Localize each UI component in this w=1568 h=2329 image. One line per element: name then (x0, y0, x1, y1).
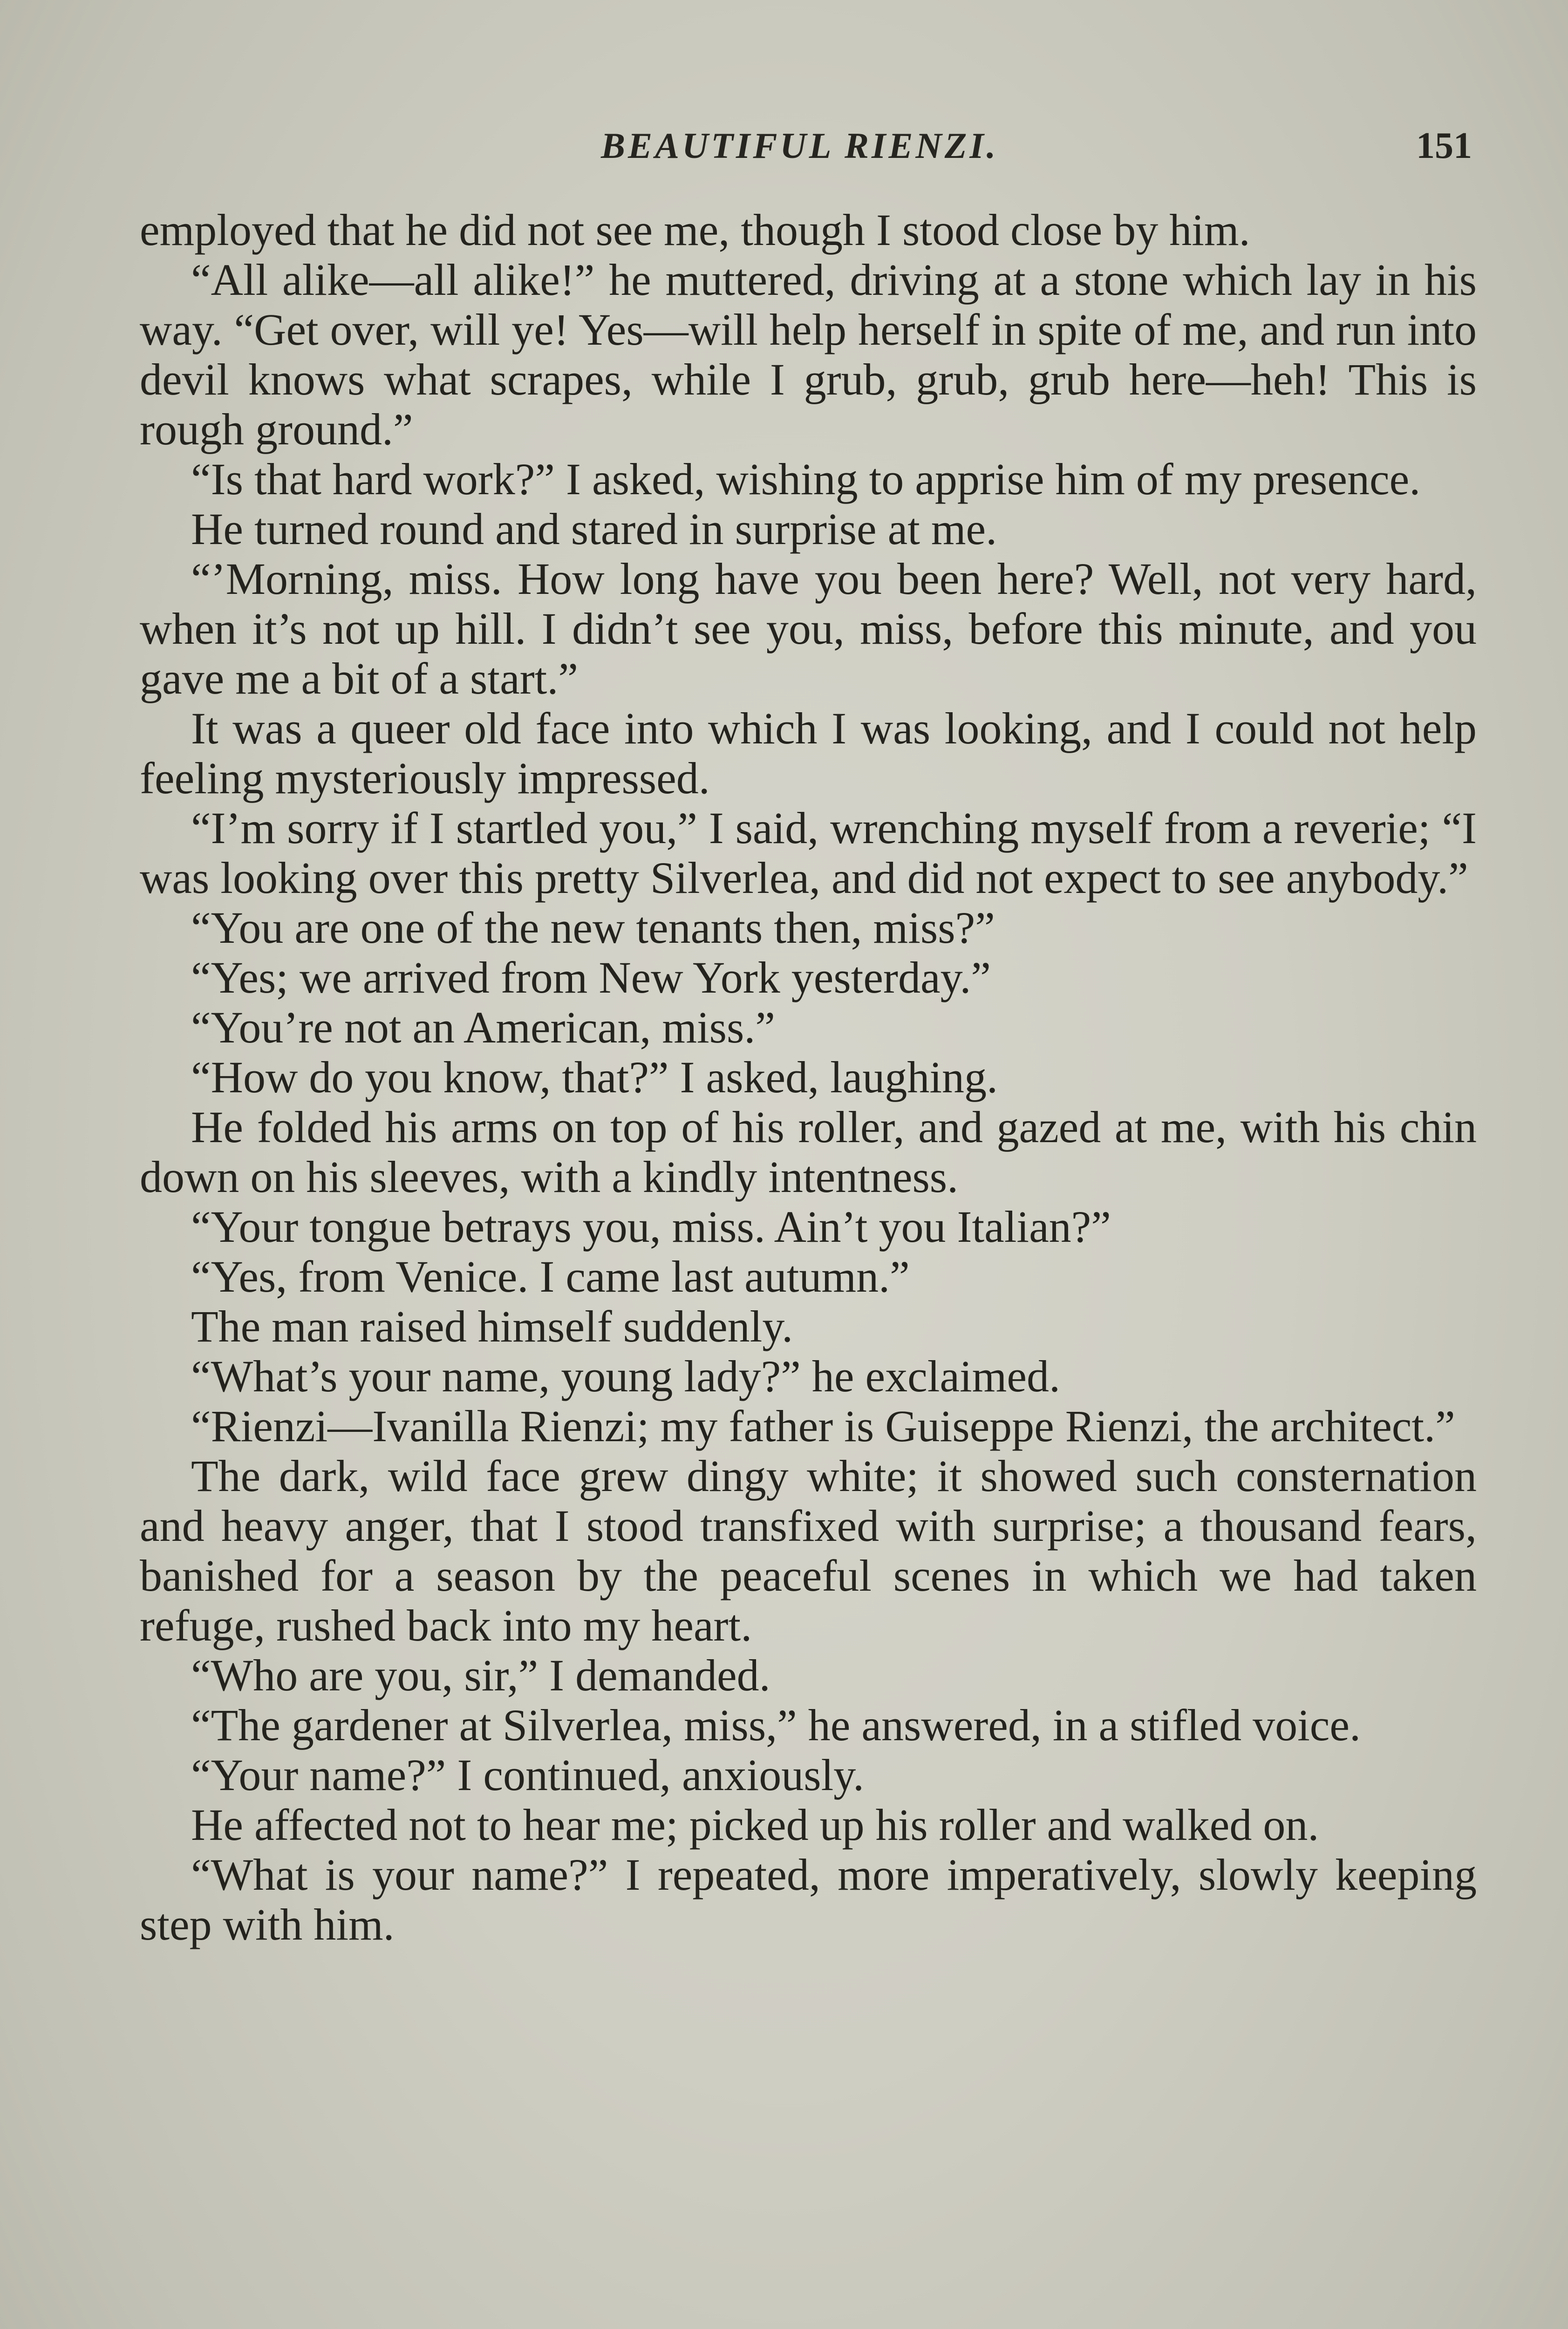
paragraph: It was a queer old face into which I was looking, and I could not help feeling mysteriously impressed. (140, 703, 1477, 803)
paragraph: The man raised himself suddenly. (191, 1301, 793, 1351)
paragraph: “Yes, from Venice. I came last autumn.” (191, 1252, 910, 1301)
page-number: 151 (1416, 125, 1472, 166)
paragraph: “You’re not an American, miss.” (191, 1002, 775, 1052)
paragraph: “The gardener at Silverlea, miss,” he answered, in a stifled voice. (191, 1700, 1361, 1750)
paragraph: “You are one of the new tenants then, miss?” (191, 903, 995, 953)
running-title: BEAUTIFUL RIENZI. (601, 125, 999, 166)
paragraph: “Who are you, sir,” I demanded. (191, 1650, 770, 1700)
paragraph: He turned round and stared in surprise at me. (191, 504, 997, 554)
paragraph: “Yes; we arrived from New York yesterday.” (191, 953, 991, 1002)
paragraph: “I’m sorry if I startled you,” I said, wrenching myself from a reverie; “I was looking over this pretty Silverlea, and did not expect to see anybody.” (140, 803, 1477, 903)
paragraph: The dark, wild face grew dingy white; it showed such consternation and heavy anger, that I stood transfixed with surprise; a thousand fears, banished for a season by the peaceful scenes in which we had taken refuge, rushed back into my heart. (140, 1451, 1477, 1650)
paragraph: “What’s your name, young lady?” he exclaimed. (191, 1351, 1060, 1401)
page-header (0, 125, 1568, 181)
body-text (140, 205, 1477, 1949)
paragraph: “Rienzi—Ivanilla Rienzi; my father is Guiseppe Rienzi, the architect.” (191, 1401, 1455, 1451)
paragraph: “All alike—all alike!” he muttered, driving at a stone which lay in his way. “Get over, will ye! Yes—will help herself in spite of me, and run into devil knows what scrapes, while I grub, grub, grub here—heh! This is rough ground.” (140, 255, 1477, 454)
paragraph: “How do you know, that?” I asked, laughing. (191, 1052, 998, 1102)
paragraph: employed that he did not see me, though I stood close by him. (140, 205, 1250, 255)
paragraph: “Your name?” I continued, anxiously. (191, 1750, 865, 1800)
paragraph: “Is that hard work?” I asked, wishing to apprise him of my presence. (191, 454, 1421, 504)
paragraph: He affected not to hear me; picked up his roller and walked on. (191, 1800, 1319, 1850)
paragraph: He folded his arms on top of his roller, and gazed at me, with his chin down on his sleeves, with a kindly intentness. (140, 1102, 1477, 1202)
paragraph: “Your tongue betrays you, miss. Ain’t you Italian?” (191, 1202, 1111, 1252)
paragraph: “What is your name?” I repeated, more imperatively, slowly keeping step with him. (140, 1850, 1477, 1949)
paragraph: “’Morning, miss. How long have you been here? Well, not very hard, when it’s not up hill. I didn’t see you, miss, before this minute, and you gave me a bit of a start.” (140, 554, 1477, 703)
